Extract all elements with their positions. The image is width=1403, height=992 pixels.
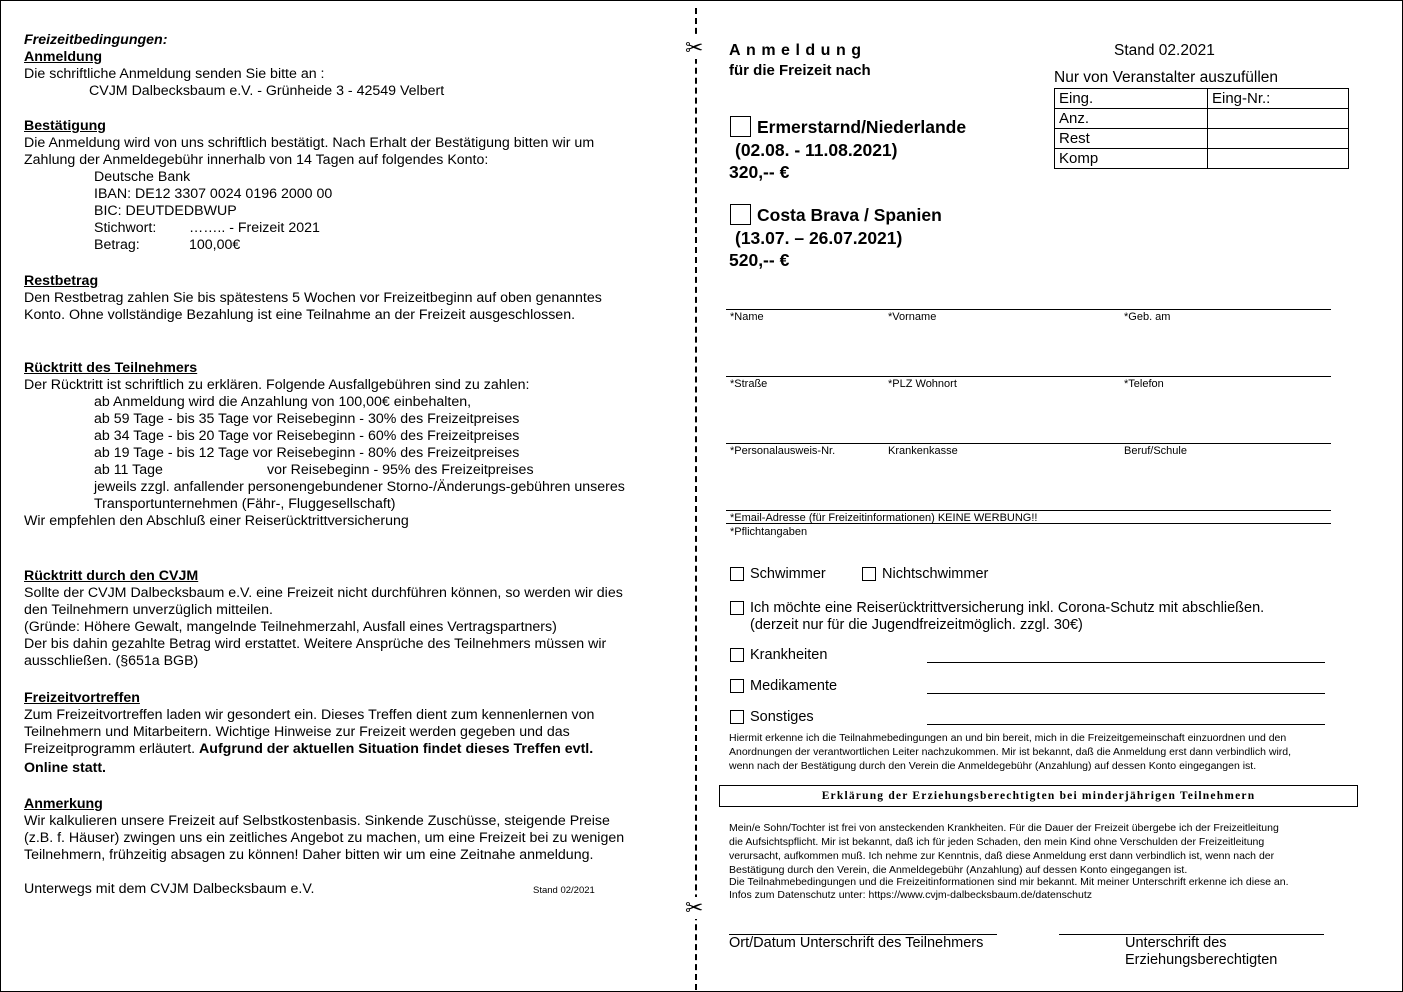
- iban: IBAN: DE12 3307 0024 0196 2000 00: [94, 186, 333, 202]
- insurance-label: Ich möchte eine Reiserücktrittversicherung inkl. Corona-Schutz mit abschließen.: [750, 600, 1265, 616]
- text-line: Die schriftliche Anmeldung senden Sie bitte an :: [24, 66, 325, 82]
- table-cell: Eing.: [1055, 89, 1208, 109]
- trip2-name: Costa Brava / Spanien: [757, 205, 942, 225]
- text-line: den Teilnehmern unverzüglich mitteilen.: [24, 602, 273, 618]
- trip2-checkbox[interactable]: [730, 204, 751, 225]
- other-label: Sonstiges: [750, 709, 814, 725]
- conditions-title: Freizeitbedingungen:: [24, 32, 168, 48]
- heading-bestaetigung: Bestätigung: [24, 118, 106, 134]
- table-cell: Anz.: [1055, 109, 1208, 129]
- privacy-link[interactable]: Infos zum Datenschutz unter: https://www.cvjm-dalbecksbaum.de/datenschutz: [729, 889, 1093, 901]
- betrag-label: Betrag:: [94, 237, 140, 253]
- text-line: ausschließen. (§651a BGB): [24, 653, 199, 669]
- table-row: [1055, 109, 1349, 129]
- illnesses-label: Krankheiten: [750, 647, 828, 663]
- fee-item: ab 11 Tage: [94, 462, 163, 478]
- guardian-text: verursacht, aufkommen muß. Ich nehme zur Kenntnis, daß diese Anmeldung erst dann verbindlich ist, wenn nach der: [729, 850, 1275, 862]
- text-line: Zahlung der Anmeldegebühr innerhalb von 14 Tagen auf folgendes Konto:: [24, 152, 489, 168]
- field-vorname[interactable]: *Vorname: [888, 311, 937, 323]
- text-line: Sollte der CVJM Dalbecksbaum e.V. eine Freizeit nicht durchführen können, so werden wir dies: [24, 585, 623, 601]
- heading-vortreffen: Freizeitvortreffen: [24, 690, 140, 706]
- text-line: Der bis dahin gezahlte Betrag wird erstattet. Weitere Ansprüche des Teilnehmers müssen wir: [24, 636, 607, 652]
- table-cell[interactable]: [1208, 129, 1349, 149]
- consent-text: wenn nach der Bestätigung durch den Verein die Anmeldegebühr (Anzahlung) auf dessen Konto eingegangen ist.: [729, 760, 1257, 772]
- fee-item: ab 34 Tage - bis 20 Tage vor Reisebeginn - 60% des Freizeitpreises: [94, 428, 520, 444]
- heading-anmerkung: Anmerkung: [24, 796, 103, 812]
- organizer-note: Nur von Veranstalter auszufüllen: [1054, 69, 1279, 86]
- stand-small: Stand 02/2021: [533, 885, 595, 896]
- stand-date: Stand 02.2021: [1114, 42, 1215, 59]
- swimmer-label: Schwimmer: [750, 566, 826, 582]
- address: CVJM Dalbecksbaum e.V. - Grünheide 3 - 42549 Velbert: [89, 83, 445, 99]
- required-note: *Pflichtangaben: [730, 526, 808, 538]
- table-cell: Komp: [1055, 149, 1208, 169]
- non-swimmer-label: Nichtschwimmer: [882, 566, 989, 582]
- form-title: Anmeldung: [729, 42, 867, 59]
- table-row: [1055, 89, 1349, 109]
- guardian-text: Mein/e Sohn/Tochter ist frei von ansteckenden Krankheiten. Für die Dauer der Freizeit übergebe ich der Freizeitleitung: [729, 822, 1279, 834]
- table-row: [1055, 149, 1349, 169]
- field-divider: [726, 523, 1331, 524]
- text-line: Teilnehmern und Mitarbeitern. Wichtige Hinweise zur Freizeit werden gegeben und das: [24, 724, 570, 740]
- text-line: Den Restbetrag zahlen Sie bis spätestens 5 Wochen vor Freizeitbeginn auf oben genanntes: [24, 290, 602, 306]
- bic: BIC: DEUTDEDBWUP: [94, 203, 237, 219]
- fee-item: ab Anmeldung wird die Anzahlung von 100,00€ einbehalten,: [94, 394, 472, 410]
- text-line: Wir empfehlen den Abschluß einer Reiserücktrittversicherung: [24, 513, 409, 529]
- table-cell[interactable]: Eing-Nr.:: [1208, 89, 1349, 109]
- table-cell[interactable]: [1208, 109, 1349, 129]
- table-cell[interactable]: [1208, 149, 1349, 169]
- stichwort-label: Stichwort:: [94, 220, 157, 236]
- text-line: Zum Freizeitvortreffen laden wir gesondert ein. Dieses Treffen dient zum kennenlernen von: [24, 707, 595, 723]
- text-line: (Gründe: Höhere Gewalt, mangelnde Teilnehmerzahl, Ausfall eines Vertragspartners): [24, 619, 557, 635]
- fee-note: Transportunternehmen (Fähr-, Fluggesellschaft): [94, 496, 396, 512]
- field-email[interactable]: *Email-Adresse (für Freizeitinformationen) KEINE WERBUNG!!: [730, 512, 1038, 524]
- guardian-declaration-title: Erklärung der Erziehungsberechtigten bei minderjährigen Teilnehmern: [719, 785, 1358, 807]
- table-cell: Rest: [1055, 129, 1208, 149]
- heading-ruecktritt-cvjm: Rücktritt durch den CVJM: [24, 568, 199, 584]
- text-line: Online statt.: [24, 760, 106, 776]
- text-part-bold: Aufgrund der aktuellen Situation findet dieses Treffen evtl.: [199, 741, 594, 757]
- text-line: Teilnehmern, frühzeitig absagen zu können! Daher bitten wir um eine Zeitnahe anmeldung.: [24, 847, 594, 863]
- form-subtitle: für die Freizeit nach: [729, 62, 871, 79]
- field-health-insurance[interactable]: Krankenkasse: [888, 445, 958, 457]
- signature-label-guardian: Erziehungsberechtigten: [1125, 952, 1278, 968]
- table-row: [1055, 129, 1349, 149]
- fee-note: jeweils zzgl. anfallender personengebundener Storno-/Änderungs-gebühren unseres: [94, 479, 625, 495]
- insurance-note: (derzeit nur für die Jugendfreizeitmöglich. zzgl. 30€): [750, 617, 1083, 633]
- consent-text: Anordnungen der verantwortlichen Leiter nachzukommen. Mir ist bekannt, daß die Anmeldung erst dann verbindlich wird,: [729, 746, 1292, 758]
- insurance-checkbox[interactable]: [730, 601, 744, 615]
- scissors-icon: ✂: [685, 35, 704, 60]
- heading-ruecktritt-teilnehmer: Rücktritt des Teilnehmers: [24, 360, 198, 376]
- cut-line: [695, 8, 697, 990]
- illnesses-input-line[interactable]: [927, 662, 1325, 663]
- medication-input-line[interactable]: [927, 693, 1325, 694]
- other-checkbox[interactable]: [730, 710, 744, 724]
- text-line: (z.B. f. Häuser) zwingen uns ein zeitliches Angebot zu machen, um eine Freizeit bei zu wenigen: [24, 830, 625, 846]
- field-divider: [726, 309, 1331, 310]
- text-line: Die Anmeldung wird von uns schriftlich bestätigt. Nach Erhalt der Bestätigung bitten wir um: [24, 135, 595, 151]
- trip1-checkbox[interactable]: [730, 116, 751, 137]
- trip2-dates: (13.07. – 26.07.2021): [735, 228, 903, 248]
- text-line: Der Rücktritt ist schriftlich zu erklären. Folgende Ausfallgebühren sind zu zahlen:: [24, 377, 530, 393]
- text-line: Konto. Ohne vollständige Bezahlung ist eine Teilnahme an der Freizeit ausgeschlossen.: [24, 307, 576, 323]
- scissors-icon: ✂: [685, 895, 704, 920]
- bank-name: Deutsche Bank: [94, 169, 191, 185]
- swimmer-checkbox[interactable]: [730, 567, 744, 581]
- field-zip-city[interactable]: *PLZ Wohnort: [888, 378, 957, 390]
- trip1-dates: (02.08. - 11.08.2021): [735, 140, 898, 160]
- betrag-value: 100,00€: [189, 237, 241, 253]
- heading-restbetrag: Restbetrag: [24, 273, 99, 289]
- heading-anmeldung: Anmeldung: [24, 49, 103, 65]
- stichwort-value: …….. - Freizeit 2021: [189, 220, 320, 236]
- field-birthdate[interactable]: *Geb. am: [1124, 311, 1171, 323]
- organizer-table: [1054, 88, 1349, 169]
- field-divider: [726, 376, 1331, 377]
- guardian-text: Bestätigung durch den Verein, die Anmeldegebühr (Anzahlung) auf dessen Konto eingegangen ist.: [729, 864, 1188, 876]
- text-line: [24, 741, 593, 758]
- field-street[interactable]: *Straße: [730, 378, 768, 390]
- guardian-text: die Aufsichtspflicht. Mir ist bekannt, daß ich für jeden Schaden, den mein Kind ohne Verschulden der Freizeitleitung: [729, 836, 1265, 848]
- fee-item: ab 19 Tage - bis 12 Tage vor Reisebeginn - 80% des Freizeitpreises: [94, 445, 520, 461]
- field-occupation[interactable]: Beruf/Schule: [1124, 445, 1187, 457]
- field-name[interactable]: *Name: [730, 311, 764, 323]
- footer-text: Unterwegs mit dem CVJM Dalbecksbaum e.V.: [24, 881, 315, 897]
- consent-text: Hiermit erkenne ich die Teilnahmebedingungen an und bin bereit, mich in die Freizeitgemeinschaft einzuordnen und den: [729, 732, 1287, 744]
- non-swimmer-checkbox[interactable]: [862, 567, 876, 581]
- signature-label-participant: Ort/Datum Unterschrift des Teilnehmers: [729, 935, 984, 951]
- fee-item: ab 59 Tage - bis 35 Tage vor Reisebeginn - 30% des Freizeitpreises: [94, 411, 520, 427]
- trip1-name: Ermerstarnd/Niederlande: [757, 117, 967, 137]
- illnesses-checkbox[interactable]: [730, 648, 744, 662]
- text-part: Freizeitprogramm erläutert.: [24, 741, 200, 757]
- trip2-price: 520,-- €: [729, 250, 790, 270]
- trip1-price: 320,-- €: [729, 162, 790, 182]
- medication-label: Medikamente: [750, 678, 838, 694]
- field-phone[interactable]: *Telefon: [1124, 378, 1164, 390]
- signature-label-guardian: Unterschrift des: [1125, 935, 1227, 951]
- text-line: Wir kalkulieren unsere Freizeit auf Selbstkostenbasis. Sinkende Zuschüsse, steigende Preise: [24, 813, 610, 829]
- other-input-line[interactable]: [927, 724, 1325, 725]
- fee-item: vor Reisebeginn - 95% des Freizeitpreises: [267, 462, 534, 478]
- field-id-number[interactable]: *Personalausweis-Nr.: [730, 445, 836, 457]
- guardian-text: Die Teilnahmebedingungen und die Freizeitinformationen sind mir bekannt. Mit meiner Unterschrift erkenne ich diese an.: [729, 876, 1289, 888]
- medication-checkbox[interactable]: [730, 679, 744, 693]
